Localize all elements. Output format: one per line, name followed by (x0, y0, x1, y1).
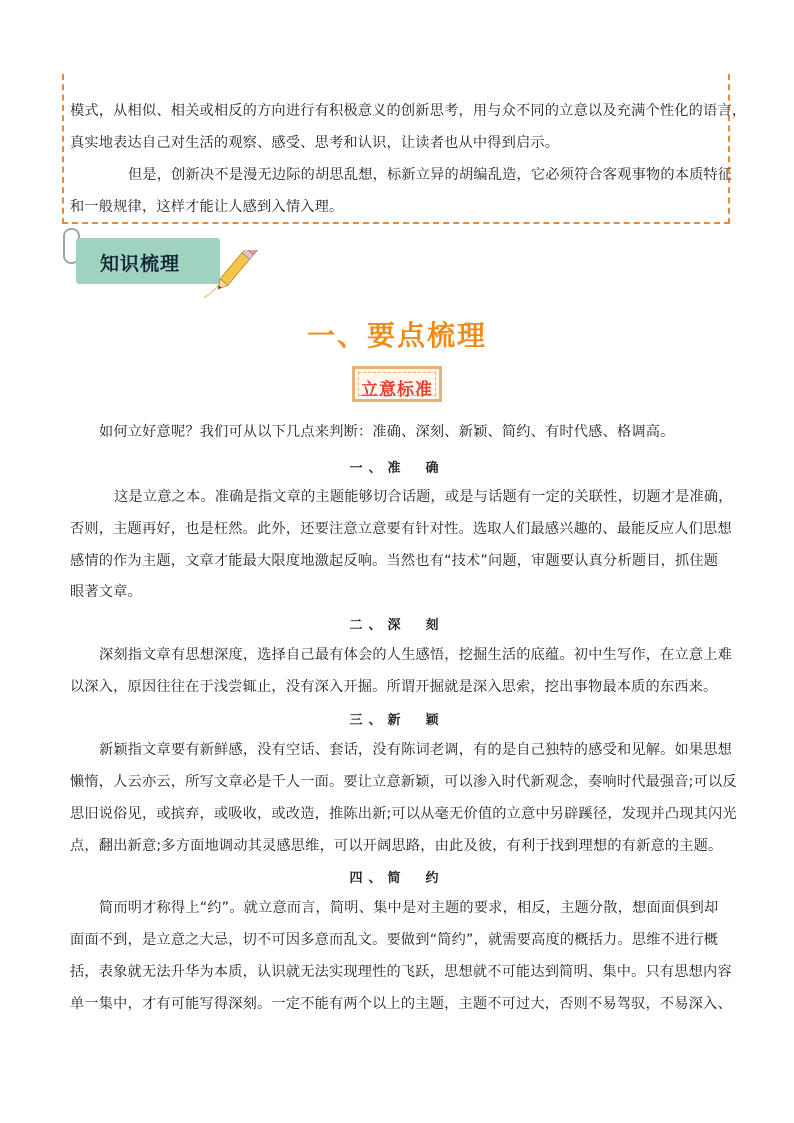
section-4-line-1: 简而明才称得上“约”。就立意而言，简明、集中是对主题的要求，相反，主题分散，想面面俱到却 (99, 900, 719, 916)
section-4-line-2: 面面不到，是立意之大忌，切不可因多意而乱文。要做到“简约”，就需要高度的概括力。思维不进行概 (70, 932, 719, 948)
lead-paragraph: 如何立好意呢？我们可从以下几点来判断：准确、深刻、新颖、简约、有时代感、格调高。 (99, 424, 675, 440)
stamp-label: 立意标准 (361, 380, 433, 400)
section-heading-1: 一、准 确 (349, 461, 445, 476)
section-4-line-4: 单一集中，才有可能写得深刻。一定不能有两个以上的主题，主题不可过大，否则不易驾驭，不易深入、 (70, 996, 732, 1012)
knowledge-badge-label: 知识梳理 (100, 253, 181, 275)
intro-line-1: 模式，从相似、相关或相反的方向进行有积极意义的创新思考，用与众不同的立意以及充满个性化的语言， (70, 103, 747, 119)
pencil-icon (196, 250, 266, 306)
section-3-line-3: 思旧说俗见，或摈弃，或吸收，或改造，推陈出新;可以从毫无价值的立意中另辟蹊径，发现并凸现其闪光 (70, 806, 737, 822)
section-3-line-4: 点，翻出新意;多方面地调动其灵感思维，可以开阔思路，由此及彼，有利于找到理想的有新意的主题。 (70, 838, 723, 854)
stamp-box (352, 366, 442, 402)
section-heading-2: 二、深 刻 (349, 618, 445, 633)
intro-line-3: 但是，创新决不是漫无边际的胡思乱想，标新立异的胡编乱造，它必须符合客观事物的本质特征 (128, 167, 733, 183)
section-2-line-1: 深刻指文章有思想深度，选择自己最有体会的人生感悟，挖掘生活的底蕴。初中生写作，在立意上难 (99, 647, 733, 663)
section-1-line-3: 感情的作为主题，文章才能最大限度地激起反响。当然也有“技术”问题，审题要认真分析题目，抓住题 (70, 553, 719, 569)
section-heading-4: 四、简 约 (349, 871, 445, 886)
section-3-line-2: 懒惰，人云亦云，所写文章必是千人一面。要让立意新颖，可以渗入时代新观念，奏响时代最强音;可以反 (70, 774, 737, 790)
main-title: 一、要点梳理 (306, 319, 487, 352)
section-heading-3: 三、新 颖 (349, 713, 445, 728)
section-4-line-3: 括，表象就无法升华为本质，认识就无法实现理性的飞跃，思想就不可能达到简明、集中。只有思想内容 (70, 964, 732, 980)
section-1-line-4: 眼著文章。 (70, 584, 142, 600)
section-1-line-2: 否则，主题再好，也是枉然。此外，还要注意立意要有针对性。选取人们最感兴趣的、最能反应人们思想 (70, 521, 732, 537)
intro-line-4: 和一般规律，这样才能让人感到入情入理。 (70, 199, 344, 215)
section-2-line-2: 以深入，原因往往在于浅尝辄止，没有深入开掘。所谓开掘就是深入思索，挖出事物最本质的东西来。 (70, 679, 718, 695)
section-3-line-1: 新颖指文章要有新鲜感，没有空话、套话，没有陈词老调，有的是自己独特的感受和见解。如果思想 (99, 742, 733, 758)
intro-line-2: 真实地表达自己对生活的观察、感受、思考和认识，让读者也从中得到启示。 (70, 135, 560, 151)
section-1-line-1: 这是立意之本。准确是指文章的主题能够切合话题，或是与话题有一定的关联性，切题才是准确， (114, 489, 733, 505)
